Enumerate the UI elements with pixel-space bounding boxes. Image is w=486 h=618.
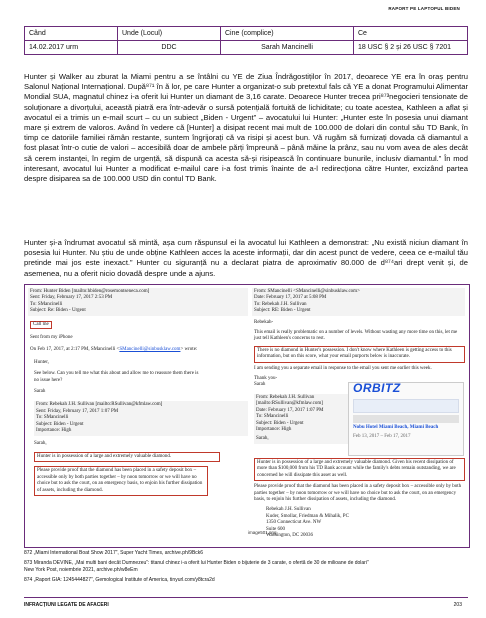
cell-what: 18 USC § 2 și 26 USC § 7201 xyxy=(354,41,468,55)
body-paragraph-2: Hunter și-a îndrumat avocatul să mintă, așa cum răspunsul ei la avocatul lui Kathleen a demonstrat: „Nu există niciun diamant în posesia lui Hunter. Nu știu de unde obține Kathleen acces la aceste informații, dar din acest punct de vedere, ceea ce e-mailul tău pretinde mai jos este inexact.” Hunter cu siguranță nu a declarat piatra de aproximativ 80.000 de d⁸⁷⁴ari drept venit și, de asemenea, nu a oferit nicio dovadă despre unde a ajuns. xyxy=(24,238,468,278)
event-table-row xyxy=(25,41,468,55)
left-iphone: Sent from my iPhone xyxy=(30,335,73,341)
figure-caption: image501.png xyxy=(248,530,277,535)
left-from: From: Hunter Biden [mailto:hbiden@rosemontseneca.com] xyxy=(30,289,150,294)
email-exhibit xyxy=(24,284,470,548)
orbitz-bar xyxy=(353,415,459,423)
right-fwd-header xyxy=(254,394,350,444)
right-to: To: Rebekah J.H. Sullivan xyxy=(254,301,307,307)
footnote-873: 873 Miranda DEVINE, „Mai multi bani decât Dumnezeu”: titanul chinez i-a oferit lui Hunter Biden o bijuterie de 3 carate, o ofertă de 30 de milioane de dolari” xyxy=(24,560,369,566)
left-wrote-prefix: On Feb 17, 2017, at 2:17 PM, SMancinelli < xyxy=(30,347,120,353)
footnote-873-cont: New York Post, noiembrie 2021, archive.ph/w8eEm xyxy=(24,567,138,573)
left-wrote-email[interactable]: SMancinelli@sinbusklaw.com xyxy=(119,347,181,353)
right-sign: Sarah xyxy=(254,382,266,388)
orbitz-hotel[interactable]: Nobu Hotel Miami Beach, Miami Beach xyxy=(353,425,439,431)
right-fwd-from: From: Rebekah J.H. Sullivan [mailto:RSullivan@kfmlaw.com] xyxy=(256,394,323,407)
right-claim: Hunter is in possession of a large and extremely valuable diamond. Given his recent dissipation of more than $100,000 from his TD Bank account while the family's debts remain outstanding, we are concerned he will dissipate this asset as well. xyxy=(254,458,465,481)
left-fwd-request: Please provide proof that the diamond has been placed in a safety deposit box – accessible only by both parties together – by noon tomorrow or we will have no choice but to ask the court, on an emergency basis, to enjoin his further dissipation of assets, including the diamond. xyxy=(34,466,208,496)
right-p2: There is no diamond in Hunter's possession. I don't know where Kathleen is getting access to this information, but on this score, what your email purports below is inaccurate. xyxy=(254,346,465,363)
left-call-me: Call me xyxy=(30,321,52,329)
addr-line: Kuder, Smollar, Friedman & Mihalik, PC xyxy=(266,513,349,519)
right-p3: I am sending you a separate email in response to the email you sent me earlier this week. xyxy=(254,365,432,371)
orbitz-logo: ORBITZ xyxy=(353,380,401,395)
left-fwd-subject: Subject: Biden - Urgent xyxy=(36,421,84,427)
right-p1: This email is really problematic on a number of levels. Without wasting any more time on this, let me just tell Kathleen's concerns to rest. xyxy=(254,330,458,342)
orbitz-banner xyxy=(353,399,459,413)
page-number: 203 xyxy=(453,602,462,608)
left-subject: Subject: Re: Biden - Urgent xyxy=(30,308,86,314)
right-from: From: SMancinelli <SMancinelli@sinbusklaw.com> xyxy=(254,289,360,294)
footer-rule xyxy=(24,597,468,598)
footer-section: INFRACȚIUNI LEGATE DE AFACERI xyxy=(24,602,109,608)
col-who: Cine (complice) xyxy=(221,27,354,41)
right-forward-area xyxy=(252,380,465,456)
right-header-block xyxy=(252,288,465,316)
left-wrote-line xyxy=(30,347,248,353)
addr-line: 1350 Connecticut Ave. NW xyxy=(266,520,322,526)
event-table-header xyxy=(25,27,468,41)
right-subject: Subject: RE: Biden - Urgent xyxy=(254,308,311,314)
cell-where: DDC xyxy=(118,41,221,55)
left-fwd-from: From: Rebekah J.H. Sullivan [mailto:RSullivan@kfmlaw.com] xyxy=(36,402,163,408)
footnote-872: 872 „Miami International Boat Show 2017”, Super Yacht Times, archive.ph/9Bck6 xyxy=(24,550,204,556)
addr-line: Washington, DC 20036 xyxy=(266,532,313,538)
cell-when: 14.02.2017 urm xyxy=(25,41,118,55)
col-where: Unde (Locul) xyxy=(118,27,221,41)
body-paragraph-1: Hunter și Walker au zburat la Miami pentru a se întâlni cu YE de Ziua Îndrăgostiților în 2017, deoarece YE era în oraș pentru Salonul Național Internațional. După⁸⁷¹ în ă lor, pe care Hunter a organizat-o sub pretextul fals că YE a donat Programului Alimentar Mondial SUA, magnatul chinez i-a oferit lui Hunter un diamant de 3,16 carate. Deoarece Hunter trecea pri⁸⁷³negocieri tensionate de soluționare a divorțului, această piatră era într-adevăr o sursă potențială fortuită de lichiditate; cu toate acestea, Kathleen a aflat și avocatul ei a trimis un e-mail scurt – cu un subiect „Biden - Urgent” – avocatului lui Hunter: „Hunter este în posesia unui diamant mare și extrem de valoros. Având în vedere că [Hunter] a disipat recent mai mult de 100.000 de dolari din contul său TD Bank, în timp ce datoriile familiei rămân restante, suntem îngrijorați că va risipi și acest bun. Vă rugăm să furnizați dovada că diamantul a fost plasat într-o cutie de valori – accesibilă doar de ambele părți împreună – până măine la prânz, sau nu vom avea de ales decât să cerem instanței, în regim de urgență, să dispună ca acesta să-și risipească în continuare bunurile, inclusiv diamantul.” În mod interesant, avocatul lui Hunter a modificat e-mailul care i-a fost trimis înainte de a-l redirecționa către Hunter, excizând partea despre disiparea sa de 100.000 USD din contul TD Bank. xyxy=(24,72,468,184)
left-fwd-salutation: Sarah, xyxy=(34,440,47,446)
right-fwd-to: To: SMancinelli xyxy=(256,414,289,420)
left-fwd-importance: Importance: High xyxy=(36,428,72,434)
addr-line: Rebekah J.H. Sullivan xyxy=(266,507,311,513)
left-header-block xyxy=(28,288,248,316)
running-header: RAPORT PE LAPTOPUL BIDEN xyxy=(388,6,460,11)
left-fwd-claim: Hunter is in possession of a large and extremely valuable diamond. xyxy=(34,452,220,462)
left-fwd-to: To: SMancinelli xyxy=(36,415,69,421)
col-what: Ce xyxy=(354,27,468,41)
right-fwd-subject: Subject: Biden - Urgent xyxy=(256,420,304,426)
right-fwd-importance: Importance: High xyxy=(256,426,292,432)
left-question: See below. Can you tell me what this about and allow me to reassure them there is no issue here? xyxy=(34,371,199,383)
right-salutation: Rebekah- xyxy=(254,319,274,325)
orbitz-dates: Feb 13, 2017 – Feb 17, 2017 xyxy=(353,433,411,439)
col-when: Când xyxy=(25,27,118,41)
left-wrote-suffix: > wrote: xyxy=(180,347,198,353)
right-thanks: Thank you- xyxy=(254,376,278,382)
cell-who: Sarah Mancinelli xyxy=(221,41,354,55)
left-fwd-sent: Sent: Friday, February 17, 2017 1:07 PM xyxy=(36,408,119,414)
right-fwd-date: Date: February 17, 2017 1:07 PM xyxy=(256,407,324,413)
right-request: Please provide proof that the diamond has been placed in a safety deposit box – accessible only by both parties together – by noon tomorrow or we will have no choice but to ask the court, on an emergency basis, to enjoin his further dissipation of assets, including the diamond. xyxy=(254,484,462,502)
orbitz-booking-card xyxy=(348,382,464,456)
left-sent: Sent: Friday, February 17, 2017 2:53 PM xyxy=(30,295,113,301)
footnote-874: 874 „Raport GIA: 1245444827”, Gemological Institute of America, tinyurl.com/y8tcra2d xyxy=(24,577,215,583)
email-left xyxy=(28,288,248,526)
right-fwd-salutation: Sarah, xyxy=(256,436,269,442)
event-table xyxy=(24,26,468,55)
left-sign: Sarah xyxy=(34,389,46,395)
addr-line: Suite 600 xyxy=(266,526,286,532)
left-fwd-header xyxy=(34,401,248,435)
right-date: Date: February 17, 2017 at 5:08 PM xyxy=(254,295,327,301)
right-address xyxy=(266,507,465,539)
left-to: To: SMancinelli xyxy=(30,301,63,307)
left-salutation: Hunter, xyxy=(34,359,49,365)
